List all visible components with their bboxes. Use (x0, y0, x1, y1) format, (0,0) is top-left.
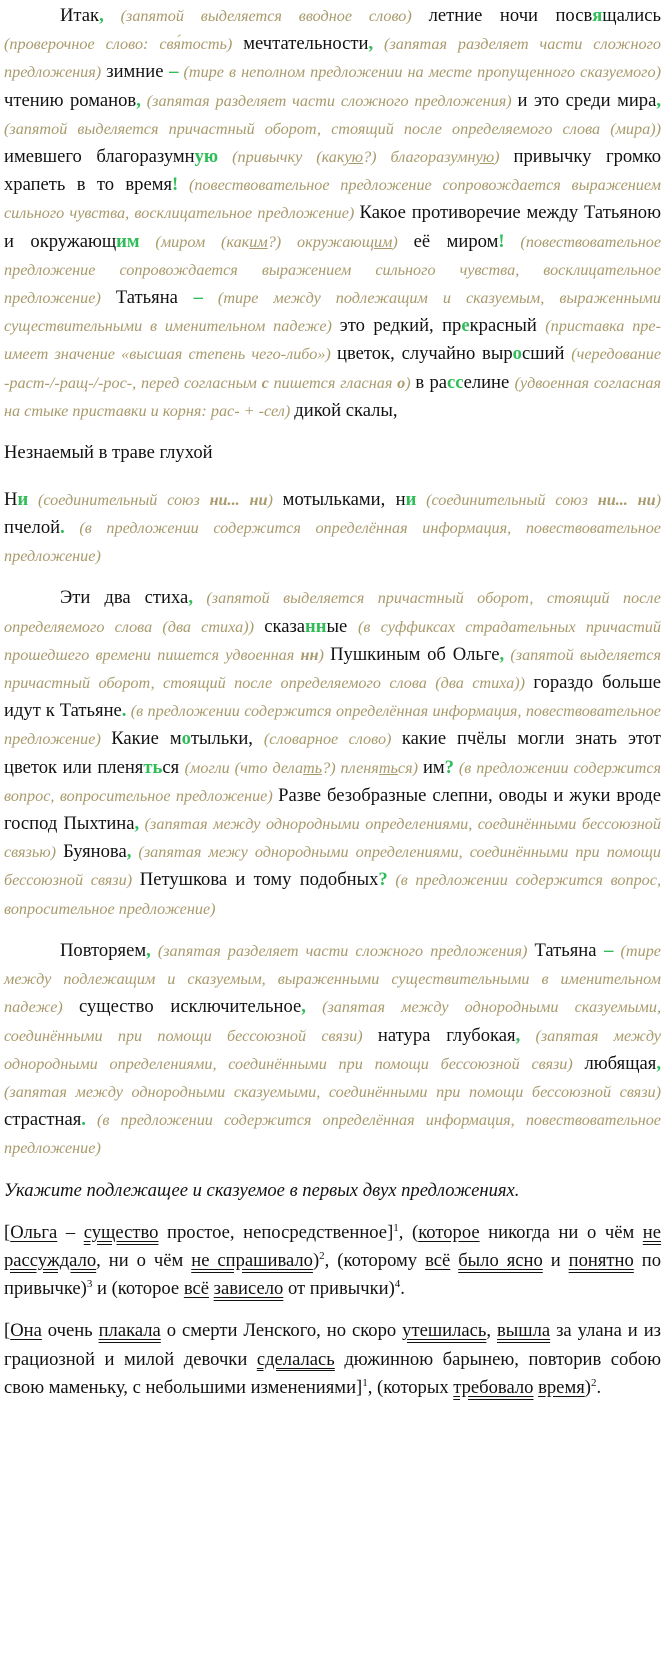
text-run: , (которых (367, 1376, 454, 1398)
subject-word: всё (183, 1278, 210, 1300)
comment-emphasis: нн (300, 645, 319, 664)
grammar-comment: ?) окружающ (267, 232, 374, 251)
highlight-mark: – (193, 287, 203, 309)
text-run: и это среди мира (517, 89, 657, 111)
grammar-comment: ) (405, 373, 416, 392)
text-run: Петушкова и тому подобных (139, 869, 379, 891)
text-run: и (которое (92, 1278, 184, 1300)
text-run: имевшего благоразумн (4, 146, 195, 168)
grammar-comment: (запятая разделяет части сложного предложения) (4, 35, 661, 82)
grammar-comment: (приставка пре- имеет значение «высшая степень чего-либо») (4, 317, 661, 364)
grammar-comment: ) (267, 490, 283, 509)
text-run: Пушкиным об Ольге (330, 643, 500, 665)
grammar-comment: (запятой выделяется причастный оборот, стоящий после определяемого слова (два стиха)) (4, 645, 661, 693)
grammar-comment: (повествовательное предложение сопровождается выражением сильного чувства, восклицательное предложение) (4, 176, 661, 223)
subject-word: Она (10, 1320, 42, 1342)
highlight-mark: ! (498, 230, 505, 252)
paragraph-1 (4, 2, 661, 425)
clause-number: 2 (590, 1376, 597, 1389)
text-run: , ни о чём (96, 1249, 192, 1271)
text-run: Эти два стиха (60, 587, 189, 609)
grammar-comment: (повествовательное предложение сопровождается выражением сильного чувства, восклицательное предложение) (4, 232, 662, 308)
predicate-word: понятно (568, 1249, 634, 1271)
highlight-mark: е (461, 315, 470, 337)
grammar-comment: (соединительный союз (28, 490, 210, 509)
text-run: им (422, 756, 445, 778)
text-run: , (486, 1320, 497, 1342)
text-run: зимние (106, 61, 170, 83)
text-run: ) (312, 1249, 320, 1271)
text-run: Разве безобразные слепни, оводы и жуки вроде господ Пыхтина (4, 784, 661, 835)
grammar-comment: (чередование -раст-/-ращ-/-рос-, перед согласным (4, 345, 662, 392)
text-run: существо исключительное (78, 996, 302, 1018)
text-run: Н (4, 488, 18, 510)
grammar-comment: ) (318, 645, 331, 664)
paragraph-3 (4, 584, 661, 922)
highlight-mark: и (405, 488, 417, 510)
text-run: [ (4, 1320, 11, 1342)
text-run: натура глубокая (377, 1024, 516, 1046)
comment-ending: им (373, 232, 393, 251)
highlight-mark: , (134, 813, 140, 835)
subject-word: которое (418, 1221, 480, 1243)
paragraph-4 (4, 937, 661, 1163)
text-run: Татьяна (534, 939, 605, 961)
clause-number: 3 (86, 1277, 93, 1290)
predicate-word: плакала (98, 1320, 161, 1342)
subject-word: время (538, 1376, 585, 1398)
grammar-comment: (могли (что дела (184, 758, 304, 777)
comment-emphasis: с (261, 373, 269, 392)
text-run: ые (326, 615, 359, 637)
text-run: цветок, случайно выр (337, 343, 513, 365)
text-run: по привычке) (4, 1249, 661, 1300)
predicate-word: существо (83, 1221, 159, 1243)
predicate-word: сделалась (256, 1348, 335, 1370)
comment-ending: им (249, 232, 268, 251)
highlight-mark: , (126, 841, 132, 863)
paragraph-2 (4, 486, 661, 571)
clause-number: 1 (362, 1376, 368, 1389)
text-run: Повторяем (60, 939, 147, 961)
text-run: . (596, 1376, 602, 1398)
highlight-mark: я (592, 5, 603, 26)
text-run: мотыльками, н (282, 488, 406, 510)
text-run: ся (162, 756, 185, 778)
grammar-comment: (привычку (как (218, 148, 345, 167)
predicate-word: требовало (453, 1376, 534, 1398)
grammar-comment: ?) пленя (322, 758, 379, 777)
grammar-comment: (запятой выделяется вводное слово) (103, 7, 429, 25)
text-run: щались (602, 5, 661, 26)
highlight-mark: – (169, 61, 179, 83)
text-run: . (400, 1278, 405, 1300)
highlight-mark: , (301, 996, 306, 1018)
text-run: пчелой (4, 517, 61, 539)
highlight-mark: . (121, 700, 127, 722)
text-run: , (которому (324, 1249, 426, 1271)
grammar-comment: ?) благоразумн (363, 148, 476, 167)
text-run: в ра (415, 371, 448, 393)
text-run: ) (584, 1376, 591, 1398)
text-run: Итак (60, 5, 100, 26)
grammar-comment: (запятой выделяется причастный оборот, стоящий после определяемого слова (мира)) (4, 119, 661, 138)
highlight-mark: , (146, 939, 151, 961)
comment-emphasis: ни... ни (209, 490, 268, 509)
grammar-comment: (запятая между однородными определениями, соединёнными при помощи бессоюзной связи) (4, 1026, 661, 1073)
highlight-mark: нн (305, 615, 327, 637)
grammar-comment: (в суффиксах страдательных причастий прошедшего времени пишется удвоенная (4, 617, 661, 664)
grammar-comment: пишется гласная (268, 373, 398, 392)
text-run: красный (469, 315, 546, 337)
comment-ending: ую (344, 148, 364, 167)
highlight-mark: о (181, 728, 191, 750)
text-run: о смерти Ленского, но скоро (160, 1320, 403, 1342)
comment-ending: ую (475, 148, 495, 167)
grammar-comment: ся) (397, 758, 423, 777)
text-run: сказа (264, 615, 306, 637)
grammar-comment: (проверочное слово: свя́тость) (4, 35, 244, 54)
highlight-mark: – (604, 939, 614, 961)
grammar-comment: (запятая между однородными определениями, соединёнными бессоюзной связью) (4, 815, 661, 862)
predicate-word: вышла (496, 1320, 551, 1342)
predicate-word: утешилась (402, 1320, 487, 1342)
grammar-comment: (миром (как (139, 232, 250, 251)
highlight-mark: ! (172, 174, 179, 196)
grammar-comment: (запятая разделяет части сложного предложения) (140, 91, 518, 110)
highlight-mark: , (656, 1052, 661, 1074)
grammar-comment: (в предложении содержится определённая информация, повествовательное предложение) (4, 1111, 661, 1158)
text-run: дюжинною барынею, повторив собою свою маменьку, с небольшими изменениями] (4, 1348, 661, 1398)
text-run: очень (41, 1320, 99, 1342)
text-run: страстная (4, 1109, 82, 1131)
task-heading: Укажите подлежащее и сказуемое в первых двух предложениях. (4, 1179, 520, 1201)
text-run: , ( (398, 1221, 419, 1243)
sentence-analysis-1 (4, 1219, 661, 1304)
grammar-comment: (в предложении содержится вопрос, вопросительное предложение) (4, 871, 661, 918)
grammar-comment: (запятой выделяется причастный оборот, стоящий после определяемого слова (два стиха)) (4, 589, 661, 636)
text-run: Буянова (63, 841, 127, 863)
highlight-mark: . (60, 517, 65, 539)
comment-emphasis: о (397, 373, 406, 392)
grammar-comment: (запятая между однородными сказуемыми, соединёнными при помощи бессоюзной связи) (4, 1082, 661, 1101)
grammar-comment: (запятая между однородными сказуемыми, соединёнными при помощи бессоюзной связи) (4, 998, 661, 1045)
highlight-mark: сс (447, 371, 464, 393)
highlight-mark: им (116, 230, 140, 252)
clause-number: 1 (393, 1221, 399, 1234)
highlight-mark: ть (143, 756, 163, 778)
predicate-word: не рассуждало (4, 1221, 662, 1271)
comment-emphasis: ни... ни (597, 490, 656, 509)
comment-ending: ть (303, 758, 323, 777)
text-run: елине (463, 371, 515, 393)
grammar-comment: (тире между подлежащим и сказуемым, выраженными существительными в именительном падеже) (4, 289, 661, 336)
text-run: Какое противоречие между Татьяною и окружающ (4, 202, 661, 252)
text-run: [ (4, 1221, 11, 1243)
clause-number: 2 (319, 1249, 325, 1262)
verse-line: Незнаемый в траве глухой (4, 442, 213, 464)
highlight-mark: , (136, 89, 141, 111)
text-run: её миром (413, 230, 499, 252)
highlight-mark: о (512, 343, 522, 365)
highlight-mark: , (515, 1024, 521, 1046)
subject-word: всё (425, 1249, 451, 1271)
predicate-word: зависело (213, 1278, 284, 1300)
text-run: чтению романов (4, 89, 137, 111)
text-run: за улана и из грациозной и милой девочки (4, 1320, 661, 1370)
text-run: тыльки, (190, 728, 264, 750)
text-run: мечтательности (243, 33, 369, 55)
predicate-word: не спрашивало (191, 1249, 313, 1271)
grammar-comment: (в предложении содержится определённая информация, повествовательное предложение) (4, 702, 661, 749)
text-run: сший (521, 343, 572, 365)
grammar-comment: (запятая разделяет части сложного предложения) (150, 941, 535, 960)
highlight-mark: ? (378, 869, 388, 891)
text-run: летние ночи посв (428, 5, 593, 26)
grammar-comment: ) (392, 232, 414, 251)
highlight-mark: ? (444, 756, 454, 778)
text-run: Какие м (111, 728, 182, 750)
predicate-word: было ясно (458, 1249, 543, 1271)
highlight-mark: и (17, 488, 29, 510)
grammar-comment: (соединительный союз (416, 490, 598, 509)
highlight-mark: ую (194, 146, 219, 168)
text-run: от привычки) (283, 1278, 395, 1300)
text-run: дикой скалы, (294, 399, 398, 421)
grammar-comment: ) (655, 490, 662, 509)
text-run: простое, непосредственное] (158, 1221, 394, 1243)
subject-word: Ольга (10, 1221, 58, 1243)
text-run: – (57, 1221, 84, 1243)
grammar-comment: (в предложении содержится определённая информация, повествовательное предложение) (4, 519, 661, 566)
text-run: какие пчёлы могли знать этот цветок или пленя (4, 728, 661, 778)
text-run: никогда ни о чём (479, 1221, 643, 1243)
text-run: привычку громко храпеть в то время (4, 146, 661, 196)
text-run: и (542, 1249, 569, 1271)
grammar-comment: (тире в неполном предложении на месте пропущенного сказуемого) (178, 63, 661, 82)
grammar-comment: (в предложении содержится вопрос, вопросительное предложение) (4, 758, 662, 805)
grammar-comment: (запятая межу однородными определениями, соединёнными при помощи бессоюзной связи) (4, 843, 661, 890)
highlight-mark: , (656, 89, 661, 111)
text-run: это редкий, пр (339, 315, 462, 337)
text-run: любящая (584, 1052, 657, 1074)
highlight-mark: . (81, 1109, 86, 1131)
grammar-comment: ) (494, 148, 514, 167)
grammar-comment: (тире между подлежащим и сказуемым, выраженными существительными в именительном падеже) (4, 941, 661, 1017)
clause-number: 4 (394, 1277, 401, 1290)
sentence-analysis-2 (4, 1317, 661, 1402)
text-run: Татьяна (115, 287, 194, 309)
highlight-mark: , (188, 587, 193, 609)
grammar-comment: (словарное слово) (263, 730, 402, 749)
highlight-mark: , (99, 5, 104, 26)
grammar-comment: (удвоенная согласная на стыке приставки и корня: рас- + -сел) (4, 373, 661, 420)
comment-ending: ть (378, 758, 398, 777)
highlight-mark: , (368, 33, 374, 55)
highlight-mark: , (499, 643, 505, 665)
text-run: гораздо больше идут к Татьяне (4, 672, 662, 722)
